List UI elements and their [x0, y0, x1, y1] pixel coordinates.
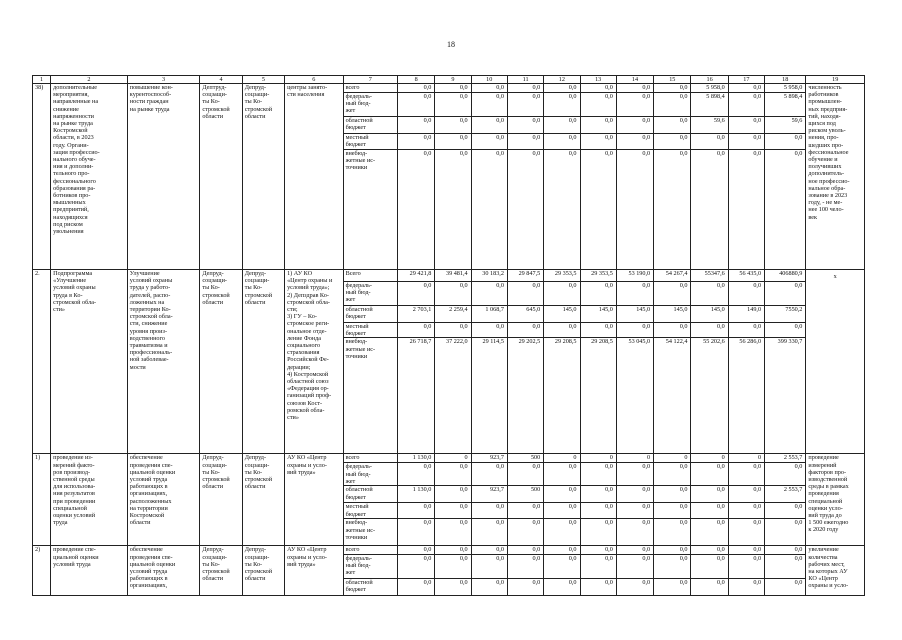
funding-source-cell: областной бюджет: [343, 306, 397, 323]
funding-value-cell: 0,0: [471, 463, 507, 486]
funding-value-cell: 0,0: [471, 134, 507, 150]
funding-value-cell: 0,0: [471, 282, 507, 306]
funding-source-cell: федераль- ный бюд- жет: [343, 463, 397, 486]
funding-value-cell: 0,0: [471, 84, 507, 93]
program-table: [32, 75, 865, 596]
funding-value-cell: 0,0: [654, 546, 691, 554]
funding-value-cell: 29 421,8: [398, 270, 435, 282]
expected-result-cell: проведение измерений факторов про- изводственной среды в рамках проведения специальной оценки усло- вий труда до 1 500 ежегодно к 2020 году: [806, 454, 865, 546]
funding-value-cell: 53 190,0: [616, 270, 653, 282]
column-number-cell: 19: [806, 76, 865, 84]
funding-value-cell: 0,0: [728, 323, 764, 338]
funding-value-cell: 0,0: [728, 93, 764, 117]
funding-value-cell: 0,0: [728, 519, 764, 546]
funding-value-cell: 0,0: [398, 546, 435, 554]
funding-value-cell: 0,0: [435, 150, 471, 270]
funding-value-cell: 0,0: [616, 93, 653, 117]
funding-value-cell: 0,0: [728, 486, 764, 503]
funding-value-cell: 0,0: [580, 93, 616, 117]
funding-value-cell: 0,0: [616, 503, 653, 519]
funding-value-cell: 0,0: [654, 503, 691, 519]
funding-value-cell: 2 553,7: [765, 454, 806, 463]
participants-cell: 1) АУ КО «Центр охраны и условий труда»; 2) Депздрав Ко- стромской обла- сти; 3) ГУ – Ко- стромское реги- ональное отде- ление Фонда социального страхования Российской Фе- дерации; 4) Костромской областной союз «Федерация ор- ганизаций проф- союзов Кост- ромской обла- сти»: [285, 270, 343, 454]
funding-value-cell: 0,0: [435, 117, 471, 134]
column-number-cell: 2: [51, 76, 128, 84]
funding-value-cell: 0,0: [765, 546, 806, 554]
funding-value-cell: 0,0: [507, 546, 543, 554]
funding-value-cell: 0,0: [580, 282, 616, 306]
funding-value-cell: 54 267,4: [654, 270, 691, 282]
column-number-cell: 15: [654, 76, 691, 84]
funding-value-cell: 29 353,5: [580, 270, 616, 282]
funding-value-cell: 149,0: [728, 306, 764, 323]
funding-value-cell: 0,0: [471, 323, 507, 338]
funding-source-cell: федераль- ный бюд- жет: [343, 282, 397, 306]
funding-value-cell: 0,0: [580, 463, 616, 486]
table-row: [33, 454, 865, 463]
funding-value-cell: 0,0: [654, 323, 691, 338]
funding-value-cell: 0,0: [616, 323, 653, 338]
funding-value-cell: 2 553,7: [765, 486, 806, 503]
funding-value-cell: 0,0: [765, 134, 806, 150]
funding-value-cell: 0,0: [435, 463, 471, 486]
funding-value-cell: 0,0: [544, 546, 580, 554]
column-number-cell: 9: [435, 76, 471, 84]
funding-value-cell: 0,0: [544, 503, 580, 519]
column-number-cell: 1: [33, 76, 51, 84]
funding-value-cell: 0,0: [435, 84, 471, 93]
funding-value-cell: 0,0: [654, 486, 691, 503]
funding-value-cell: 0,0: [616, 486, 653, 503]
funding-value-cell: 0: [580, 454, 616, 463]
funding-value-cell: 0,0: [691, 150, 728, 270]
funding-value-cell: 0,0: [691, 486, 728, 503]
funding-value-cell: 0,0: [616, 519, 653, 546]
funding-value-cell: 0,0: [435, 486, 471, 503]
participants-cell: АУ КО «Центр охраны и усло- вий труда»: [285, 454, 343, 546]
funding-value-cell: 55 202,6: [691, 338, 728, 454]
co-executor-cell: Депруд- соцзащи- ты Ко- стромской области: [242, 546, 284, 595]
funding-value-cell: 0,0: [728, 84, 764, 93]
co-executor-cell: Депруд- соцзащи- ты Ко- стромской области: [242, 270, 284, 454]
expected-result-cell: х: [806, 270, 865, 454]
column-number-cell: 17: [728, 76, 764, 84]
expected-result-cell: численность работников промышлен- ных предприя- тий, находя- щихся под риском уволь- нения, про- шедших про- фессиональное обучение и получивших дополнитель- ное профессио- нальное обра- зование в 2023 году, - не ме- нее 100 чело- век: [806, 84, 865, 270]
funding-value-cell: 29 847,5: [507, 270, 543, 282]
funding-value-cell: 0,0: [580, 150, 616, 270]
funding-value-cell: 2 259,4: [435, 306, 471, 323]
funding-value-cell: 500: [507, 454, 543, 463]
funding-value-cell: 0,0: [580, 84, 616, 93]
funding-value-cell: 0,0: [398, 578, 435, 595]
funding-value-cell: 0,0: [691, 554, 728, 578]
funding-value-cell: 0,0: [616, 578, 653, 595]
funding-value-cell: 0,0: [507, 519, 543, 546]
funding-value-cell: 0,0: [654, 282, 691, 306]
expected-result-cell: увеличение количества рабочих мест, на которых АУ КО «Центр охраны и усло-: [806, 546, 865, 595]
activity-name-cell: Подпрограмма «Улучшение условий охраны труда в Ко- стромской обла- сти»: [51, 270, 128, 454]
funding-value-cell: 0,0: [691, 134, 728, 150]
table-body: [33, 76, 865, 596]
funding-value-cell: 0,0: [580, 117, 616, 134]
funding-source-cell: внебюд- жетные ис- точники: [343, 338, 397, 454]
funding-source-cell: местный бюджет: [343, 323, 397, 338]
funding-value-cell: 406880,9: [765, 270, 806, 282]
funding-value-cell: 0,0: [471, 93, 507, 117]
funding-value-cell: 0,0: [616, 117, 653, 134]
funding-value-cell: 0,0: [691, 546, 728, 554]
funding-value-cell: 0,0: [691, 578, 728, 595]
funding-value-cell: 0,0: [616, 84, 653, 93]
funding-value-cell: 0,0: [580, 486, 616, 503]
funding-value-cell: 0,0: [398, 93, 435, 117]
funding-value-cell: 0,0: [507, 117, 543, 134]
funding-value-cell: 0,0: [691, 503, 728, 519]
funding-source-cell: внебюд- жетные ис- точники: [343, 150, 397, 270]
responsible-executor-cell: Депруд- соцзащи- ты Ко- стромской области: [200, 270, 242, 454]
funding-value-cell: 0,0: [580, 578, 616, 595]
funding-value-cell: 56 286,0: [728, 338, 764, 454]
funding-value-cell: 0,0: [616, 463, 653, 486]
column-number-cell: 14: [616, 76, 653, 84]
activity-goal-cell: обеспечение проведения спе- циальной оценки условий труда работающих в организациях,: [127, 546, 200, 595]
funding-value-cell: 145,0: [691, 306, 728, 323]
funding-value-cell: 0,0: [398, 117, 435, 134]
funding-value-cell: 5 898,4: [691, 93, 728, 117]
funding-value-cell: 0,0: [507, 503, 543, 519]
funding-value-cell: 0,0: [580, 554, 616, 578]
funding-value-cell: 56 435,0: [728, 270, 764, 282]
funding-value-cell: 0,0: [544, 554, 580, 578]
item-number-cell: 38): [33, 84, 51, 270]
funding-value-cell: 399 330,7: [765, 338, 806, 454]
column-number-cell: 16: [691, 76, 728, 84]
funding-value-cell: 0,0: [616, 554, 653, 578]
funding-value-cell: 0,0: [435, 519, 471, 546]
column-number-cell: 6: [285, 76, 343, 84]
responsible-executor-cell: Депруд- соцзащи- ты Ко- стромской области: [200, 454, 242, 546]
funding-value-cell: 0,0: [580, 503, 616, 519]
funding-source-cell: местный бюджет: [343, 134, 397, 150]
funding-value-cell: 0,0: [471, 578, 507, 595]
funding-value-cell: 145,0: [580, 306, 616, 323]
column-number-row: [33, 76, 865, 84]
funding-value-cell: 0,0: [728, 546, 764, 554]
funding-value-cell: 0,0: [507, 554, 543, 578]
funding-value-cell: 0: [654, 454, 691, 463]
column-number-cell: 3: [127, 76, 200, 84]
funding-value-cell: 0,0: [544, 150, 580, 270]
funding-value-cell: 0,0: [580, 323, 616, 338]
funding-value-cell: 5 958,0: [691, 84, 728, 93]
funding-value-cell: 0,0: [765, 282, 806, 306]
funding-value-cell: 0,0: [616, 546, 653, 554]
funding-value-cell: 0,0: [435, 503, 471, 519]
funding-value-cell: 0,0: [616, 134, 653, 150]
funding-value-cell: 0,0: [471, 150, 507, 270]
funding-value-cell: 645,0: [507, 306, 543, 323]
funding-value-cell: 0,0: [435, 578, 471, 595]
activity-goal-cell: повышение кон- курентоспособ- ности граждан на рынке труда: [127, 84, 200, 270]
funding-value-cell: 0,0: [398, 282, 435, 306]
funding-value-cell: 5 898,4: [765, 93, 806, 117]
funding-source-cell: Всего: [343, 270, 397, 282]
funding-value-cell: 0,0: [765, 463, 806, 486]
funding-value-cell: 0,0: [471, 503, 507, 519]
activity-goal-cell: обеспечение проведения спе- циальной оценки условий труда работающих в организациях, расположенных на территории Костромской области: [127, 454, 200, 546]
funding-value-cell: 29 202,5: [507, 338, 543, 454]
funding-value-cell: 0,0: [471, 117, 507, 134]
funding-value-cell: 0,0: [544, 323, 580, 338]
funding-value-cell: 0,0: [471, 519, 507, 546]
column-number-cell: 7: [343, 76, 397, 84]
funding-value-cell: 0,0: [728, 463, 764, 486]
funding-value-cell: 0,0: [507, 150, 543, 270]
funding-value-cell: 0,0: [691, 282, 728, 306]
funding-value-cell: 0,0: [544, 578, 580, 595]
funding-value-cell: 0,0: [765, 503, 806, 519]
funding-value-cell: 54 122,4: [654, 338, 691, 454]
funding-value-cell: 0,0: [654, 554, 691, 578]
column-number-cell: 8: [398, 76, 435, 84]
funding-value-cell: 0,0: [728, 578, 764, 595]
funding-value-cell: 0,0: [580, 519, 616, 546]
funding-value-cell: 37 222,0: [435, 338, 471, 454]
funding-value-cell: 0,0: [691, 519, 728, 546]
funding-value-cell: 0,0: [544, 282, 580, 306]
funding-value-cell: 145,0: [544, 306, 580, 323]
funding-value-cell: 0,0: [616, 150, 653, 270]
funding-value-cell: 29 208,5: [580, 338, 616, 454]
funding-source-cell: всего: [343, 454, 397, 463]
funding-source-cell: областной бюджет: [343, 578, 397, 595]
funding-value-cell: 0,0: [435, 134, 471, 150]
funding-value-cell: 0,0: [728, 503, 764, 519]
funding-value-cell: 0,0: [398, 323, 435, 338]
funding-value-cell: 2 703,1: [398, 306, 435, 323]
funding-value-cell: 30 183,2: [471, 270, 507, 282]
funding-value-cell: 0,0: [765, 323, 806, 338]
funding-value-cell: 0,0: [654, 150, 691, 270]
funding-source-cell: областной бюджет: [343, 117, 397, 134]
funding-value-cell: 145,0: [616, 306, 653, 323]
funding-value-cell: 0,0: [765, 150, 806, 270]
column-number-cell: 18: [765, 76, 806, 84]
funding-value-cell: 0,0: [544, 486, 580, 503]
funding-value-cell: 0,0: [544, 93, 580, 117]
column-number-cell: 11: [507, 76, 543, 84]
participants-cell: АУ КО «Центр охраны и усло- вий труда»: [285, 546, 343, 595]
funding-value-cell: 0,0: [398, 150, 435, 270]
funding-value-cell: 53 045,0: [616, 338, 653, 454]
funding-value-cell: 923,7: [471, 454, 507, 463]
funding-value-cell: 0,0: [765, 519, 806, 546]
funding-value-cell: 29 114,5: [471, 338, 507, 454]
funding-value-cell: 0,0: [507, 84, 543, 93]
funding-value-cell: 1 068,7: [471, 306, 507, 323]
column-number-cell: 5: [242, 76, 284, 84]
column-number-cell: 12: [544, 76, 580, 84]
funding-source-cell: местный бюджет: [343, 503, 397, 519]
funding-value-cell: 0,0: [544, 84, 580, 93]
funding-value-cell: 0,0: [398, 503, 435, 519]
funding-value-cell: 0,0: [691, 323, 728, 338]
column-number-cell: 4: [200, 76, 242, 84]
funding-value-cell: 0,0: [765, 578, 806, 595]
funding-value-cell: 0,0: [398, 134, 435, 150]
co-executor-cell: Депруд- соцзащи- ты Ко- стромской области: [242, 454, 284, 546]
funding-value-cell: 0,0: [728, 282, 764, 306]
funding-value-cell: 59,6: [765, 117, 806, 134]
funding-value-cell: 0,0: [507, 463, 543, 486]
funding-value-cell: 29 353,5: [544, 270, 580, 282]
funding-value-cell: 0,0: [580, 546, 616, 554]
funding-value-cell: 0,0: [398, 84, 435, 93]
funding-value-cell: 500: [507, 486, 543, 503]
funding-value-cell: 0,0: [435, 554, 471, 578]
table-row: [33, 84, 865, 93]
funding-value-cell: 0,0: [544, 134, 580, 150]
funding-value-cell: 59,6: [691, 117, 728, 134]
funding-source-cell: федераль- ный бюд- жет: [343, 93, 397, 117]
table-row: [33, 270, 865, 282]
funding-value-cell: 0,0: [507, 134, 543, 150]
funding-value-cell: 0,0: [398, 554, 435, 578]
funding-value-cell: 0,0: [398, 519, 435, 546]
page-number: 18: [447, 40, 455, 49]
funding-value-cell: 5 958,0: [765, 84, 806, 93]
funding-source-cell: всего: [343, 546, 397, 554]
responsible-executor-cell: Депруд- соцзащи- ты Ко- стромской области: [200, 546, 242, 595]
item-number-cell: 1): [33, 454, 51, 546]
funding-value-cell: 39 481,4: [435, 270, 471, 282]
funding-value-cell: 0,0: [728, 554, 764, 578]
funding-value-cell: 0: [691, 454, 728, 463]
participants-cell: центры занято- сти населения: [285, 84, 343, 270]
funding-value-cell: 0,0: [435, 93, 471, 117]
funding-value-cell: 0,0: [507, 282, 543, 306]
funding-value-cell: 0,0: [398, 463, 435, 486]
item-number-cell: 2): [33, 546, 51, 595]
funding-value-cell: 0,0: [471, 546, 507, 554]
funding-source-cell: областной бюджет: [343, 486, 397, 503]
co-executor-cell: Депруд- соцзащи- ты Ко- стромской области: [242, 84, 284, 270]
funding-value-cell: 0,0: [654, 134, 691, 150]
funding-value-cell: 0: [728, 454, 764, 463]
funding-value-cell: 0,0: [654, 463, 691, 486]
funding-value-cell: 0,0: [728, 150, 764, 270]
funding-value-cell: 26 718,7: [398, 338, 435, 454]
funding-value-cell: 0,0: [654, 93, 691, 117]
funding-value-cell: 0,0: [654, 117, 691, 134]
funding-value-cell: 0: [544, 454, 580, 463]
funding-value-cell: 0,0: [435, 282, 471, 306]
funding-source-cell: внебюд- жетные ис- точники: [343, 519, 397, 546]
funding-value-cell: 7550,2: [765, 306, 806, 323]
funding-value-cell: 0,0: [544, 519, 580, 546]
funding-value-cell: 0,0: [728, 117, 764, 134]
funding-source-cell: федераль- ный бюд- жет: [343, 554, 397, 578]
funding-value-cell: 0,0: [435, 546, 471, 554]
responsible-executor-cell: Дептруд- соцзащи- ты Ко- стромской области: [200, 84, 242, 270]
activity-name-cell: проведение спе- циальной оценки условий труда: [51, 546, 128, 595]
funding-value-cell: 0,0: [654, 84, 691, 93]
table-row: [33, 546, 865, 554]
funding-value-cell: 0,0: [691, 463, 728, 486]
funding-value-cell: 0,0: [507, 93, 543, 117]
funding-value-cell: 0,0: [544, 463, 580, 486]
funding-value-cell: 0,0: [471, 554, 507, 578]
activity-name-cell: проведение из- мерений факто- ров производ- ственной среды для использова- ния результатов при проведении специальной оценки условий труда: [51, 454, 128, 546]
funding-value-cell: 1 130,0: [398, 486, 435, 503]
item-number-cell: 2.: [33, 270, 51, 454]
funding-value-cell: 0,0: [507, 323, 543, 338]
funding-value-cell: 0: [616, 454, 653, 463]
funding-value-cell: 0,0: [507, 578, 543, 595]
activity-name-cell: дополнительные мероприятия, направленные на снижение напряженности на рынке труда Костромской области, в 2023 году. Органи- зация профессио- нального обуче- ния и дополни- тельного про- фессионального образования ра- ботников про- мышленных предприятий, находящихся под риском увольнения: [51, 84, 128, 270]
funding-value-cell: 923,7: [471, 486, 507, 503]
funding-value-cell: 0,0: [728, 134, 764, 150]
funding-value-cell: 0: [435, 454, 471, 463]
activity-goal-cell: Улучшение условий охраны труда у работо- дателей, распо- ложенных на территории Ко- стромской обла- сти, снижение уровня произ- водственного травматизма и профессиональ- ной заболевае- мости: [127, 270, 200, 454]
funding-value-cell: 29 208,5: [544, 338, 580, 454]
funding-value-cell: 55347,6: [691, 270, 728, 282]
column-number-cell: 10: [471, 76, 507, 84]
funding-source-cell: всего: [343, 84, 397, 93]
funding-value-cell: 0,0: [544, 117, 580, 134]
funding-value-cell: 0,0: [616, 282, 653, 306]
funding-value-cell: 0,0: [765, 554, 806, 578]
funding-value-cell: 1 130,0: [398, 454, 435, 463]
column-number-cell: 13: [580, 76, 616, 84]
funding-value-cell: 0,0: [580, 134, 616, 150]
funding-value-cell: 145,0: [654, 306, 691, 323]
funding-value-cell: 0,0: [654, 578, 691, 595]
funding-value-cell: 0,0: [435, 323, 471, 338]
funding-value-cell: 0,0: [654, 519, 691, 546]
